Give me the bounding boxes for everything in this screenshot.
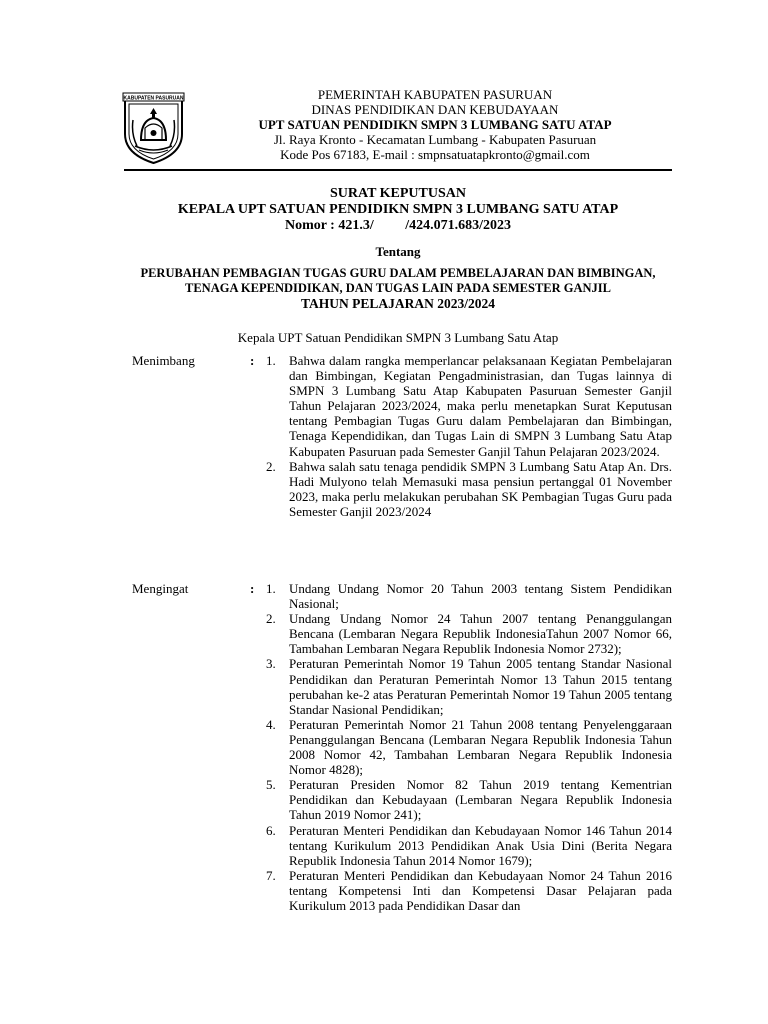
letterhead-divider [124, 169, 672, 171]
mengingat-list [266, 581, 672, 913]
item-text: Peraturan Pemerintah Nomor 21 Tahun 2008 tentang Penyelenggaraan Penanggulangan Bencana (Lembaran Negara Republik Indonesia Tahun 2008 Nomor 42, Tambahan Lembaran Negara Republik Indonesia Nomor 4828); [289, 716, 672, 778]
item-number: 6. [266, 822, 276, 838]
tentang-heading: Tentang [375, 244, 421, 259]
item-number: 2. [266, 458, 276, 474]
letterhead-contact: Kode Pos 67183, E-mail : smpnsatuatapkronto@gmail.com [280, 147, 590, 162]
regency-emblem [121, 90, 186, 165]
list-item [266, 868, 672, 913]
letterhead-department: DINAS PENDIDIKAN DAN KEBUDAYAAN [311, 102, 559, 117]
item-number: 1. [266, 353, 276, 368]
letterhead-school: UPT SATUAN PENDIDIKN SMPN 3 LUMBANG SATU ATAP [258, 117, 612, 132]
item-text: Bahwa salah satu tenaga pendidik SMPN 3 Lumbang Satu Atap An. Drs. Hadi Mulyono telah Memasuki masa pensiun pertanggal 01 November 2023, maka perlu melakukan perubahan SK Pembagian Tugas Guru pada Semester Ganjil 2023/2024 [289, 458, 672, 519]
list-item [266, 823, 672, 868]
decree-subject-line2: TENAGA KEPENDIDIKAN, DAN TUGAS LAIN PADA SEMESTER GANJIL [185, 281, 611, 295]
item-number: 7. [266, 867, 276, 883]
item-number: 1. [266, 581, 276, 596]
list-item [266, 581, 672, 611]
item-text: Peraturan Menteri Pendidikan dan Kebudayaan Nomor 146 Tahun 2014 tentang Kurikulum 2013 Pendidikan Anak Usia Dini (Berita Negara Republik Indonesia Tahun 2014 Nomor 1679); [289, 822, 672, 868]
section-colon: : [250, 353, 255, 368]
decree-issuer: KEPALA UPT SATUAN PENDIDIKN SMPN 3 LUMBANG SATU ATAP [177, 202, 619, 217]
emblem-ribbon-text: KABUPATEN PASURUAN [123, 95, 184, 102]
list-item [266, 353, 672, 459]
item-number: 4. [266, 716, 276, 732]
decree-subject-line1: PERUBAHAN PEMBAGIAN TUGAS GURU DALAM PEMBELAJARAN DAN BIMBINGAN, [140, 266, 656, 280]
list-item [266, 656, 672, 716]
item-text: Undang Undang Nomor 24 Tahun 2007 tentang Penanggulangan Bencana (Lembaran Negara Republik IndonesiaTahun 2007 Nomor 66, Tambahan Lembaran Negara Republik Indonesia Nomor 2732); [289, 611, 672, 657]
menimbang-list [266, 353, 672, 519]
item-number: 3. [266, 656, 276, 672]
item-text: Undang Undang Nomor 20 Tahun 2003 tentang Sistem Pendidikan Nasional; [289, 581, 672, 612]
list-item [266, 777, 672, 822]
decree-subject-line3: TAHUN PELAJARAN 2023/2024 [300, 296, 495, 311]
item-number: 2. [266, 611, 276, 627]
item-text: Peraturan Menteri Pendidikan dan Kebudayaan Nomor 24 Tahun 2016 tentang Kompetensi Inti dan Kompetensi Dasar Pelajaran pada Kurikulum 2013 pada Pendidikan Dasar dan [289, 867, 672, 913]
section-colon: : [250, 581, 255, 596]
list-item [266, 717, 672, 777]
item-text: Peraturan Pemerintah Nomor 19 Tahun 2005 tentang Standar Nasional Pendidikan dan Peraturan Pemerintah Nomor 13 Tahun 2015 tentang perubahan ke-2 atas Peraturan Pemerintah Nomor 19 Tahun 2005 tentang Standar Nasional Pendidikan; [289, 656, 672, 717]
letterhead-address: Jl. Raya Kronto - Kecamatan Lumbang - Kabupaten Pasuruan [273, 132, 597, 147]
section-label: Mengingat [132, 581, 189, 596]
list-item [266, 459, 672, 519]
decree-type: SURAT KEPUTUSAN [329, 186, 466, 201]
item-text: Bahwa dalam rangka memperlancar pelaksanaan Kegiatan Pembelajaran dan Bimbingan, Kegiatan Pengadministrasian, dan Tugas lainnya di SMPN 3 Lumbang Satu Atap Kabupaten Pasuruan Semester Ganjil Tahun Pelajaran 2023/2024, maka perlu menetapkan Surat Keputusan tentang Pembagian Tugas Guru dalam Pembelajaran dan Bimbingan, Tenaga Kependidikan, dan Tugas Lain di SMPN 3 Lumbang Satu Atap Kabupaten Pasuruan pada Semester Ganjil Tahun Pelajaran 2023/2024. [289, 353, 672, 459]
letterhead-government: PEMERINTAH KABUPATEN PASURUAN [317, 87, 553, 102]
decree-subject [118, 266, 678, 311]
item-text: Peraturan Presiden Nomor 82 Tahun 2019 tentang Kementrian Pendidikan dan Kebudayaan (Lembaran Negara Republik Indonesia Tahun 2019 Nomor 241); [289, 777, 672, 823]
letterhead [200, 87, 670, 162]
item-number: 5. [266, 777, 276, 793]
opening-statement: Kepala UPT Satuan Pendidikan SMPN 3 Lumbang Satu Atap [237, 330, 559, 345]
section-label: Menimbang [132, 353, 195, 368]
list-item [266, 611, 672, 656]
decree-title [124, 186, 672, 234]
decree-number: Nomor : 421.3/ /424.071.683/2023 [284, 218, 512, 233]
